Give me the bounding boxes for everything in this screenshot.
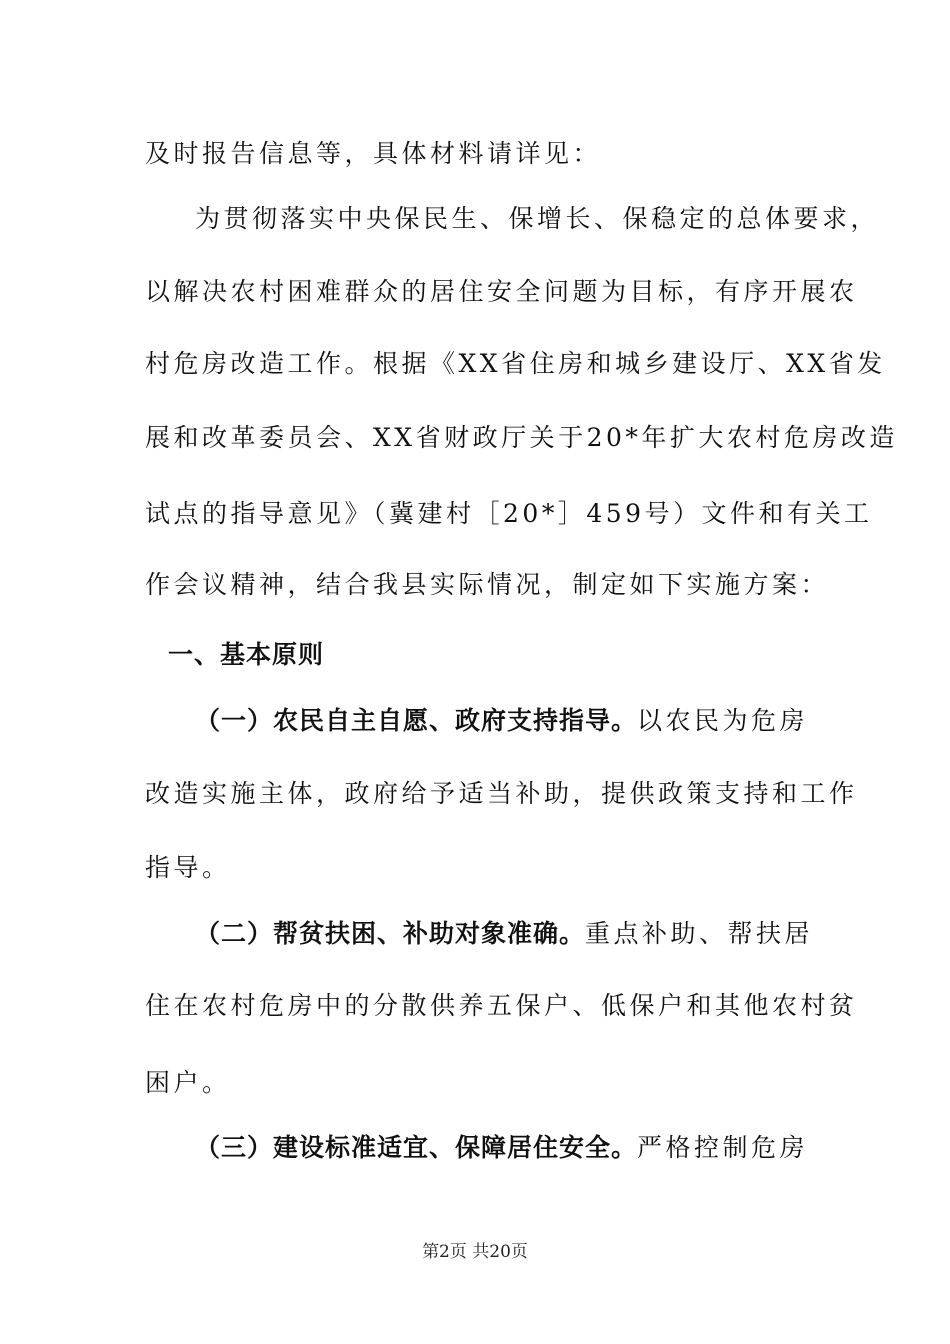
body-line-1: 及时报告信息等，具体材料请详见：	[145, 139, 602, 168]
principle-2-line-2: 住在农村危房中的分散供养五保户、低保户和其他农村贫	[145, 991, 858, 1020]
principle-2-title: （二）帮贫扶困、补助对象准确。	[195, 919, 586, 948]
page-number-footer: 第2页 共20页	[422, 1242, 528, 1262]
body-line-2: 为贯彻落实中央保民生、保增长、保稳定的总体要求，	[195, 204, 880, 233]
principle-1-line-2: 改造实施主体，政府给予适当补助，提供政策支持和工作	[145, 779, 858, 808]
body-line-4: 村危房改造工作。根据《XX省住房和城乡建设厅、XX省发	[145, 349, 886, 378]
body-line-6: 试点的指导意见》（冀建村［20*］459号）文件和有关工	[145, 499, 873, 528]
principle-3-text: 严格控制危房	[637, 1133, 809, 1162]
principle-3-title: （三）建设标准适宜、保障居住安全。	[195, 1133, 638, 1162]
body-line-7: 作会议精神，结合我县实际情况，制定如下实施方案：	[145, 570, 830, 599]
principle-2-first-line	[195, 916, 814, 952]
body-line-3: 以解决农村困难群众的居住安全问题为目标，有序开展农	[145, 277, 858, 306]
section-heading: 一、基本原则	[168, 640, 325, 669]
principle-1-first-line	[195, 703, 810, 739]
principle-3-first-line	[195, 1130, 810, 1166]
principle-2-text: 重点补助、帮扶居	[585, 919, 814, 948]
body-line-5: 展和改革委员会、XX省财政厅关于20*年扩大农村危房改造	[145, 423, 898, 452]
principle-2-line-3: 困户。	[145, 1068, 231, 1097]
principle-1-title: （一）农民自主自愿、政府支持指导。	[195, 706, 638, 735]
principle-1-text: 以农民为危房	[637, 706, 809, 735]
principle-1-line-3: 指导。	[145, 853, 231, 882]
